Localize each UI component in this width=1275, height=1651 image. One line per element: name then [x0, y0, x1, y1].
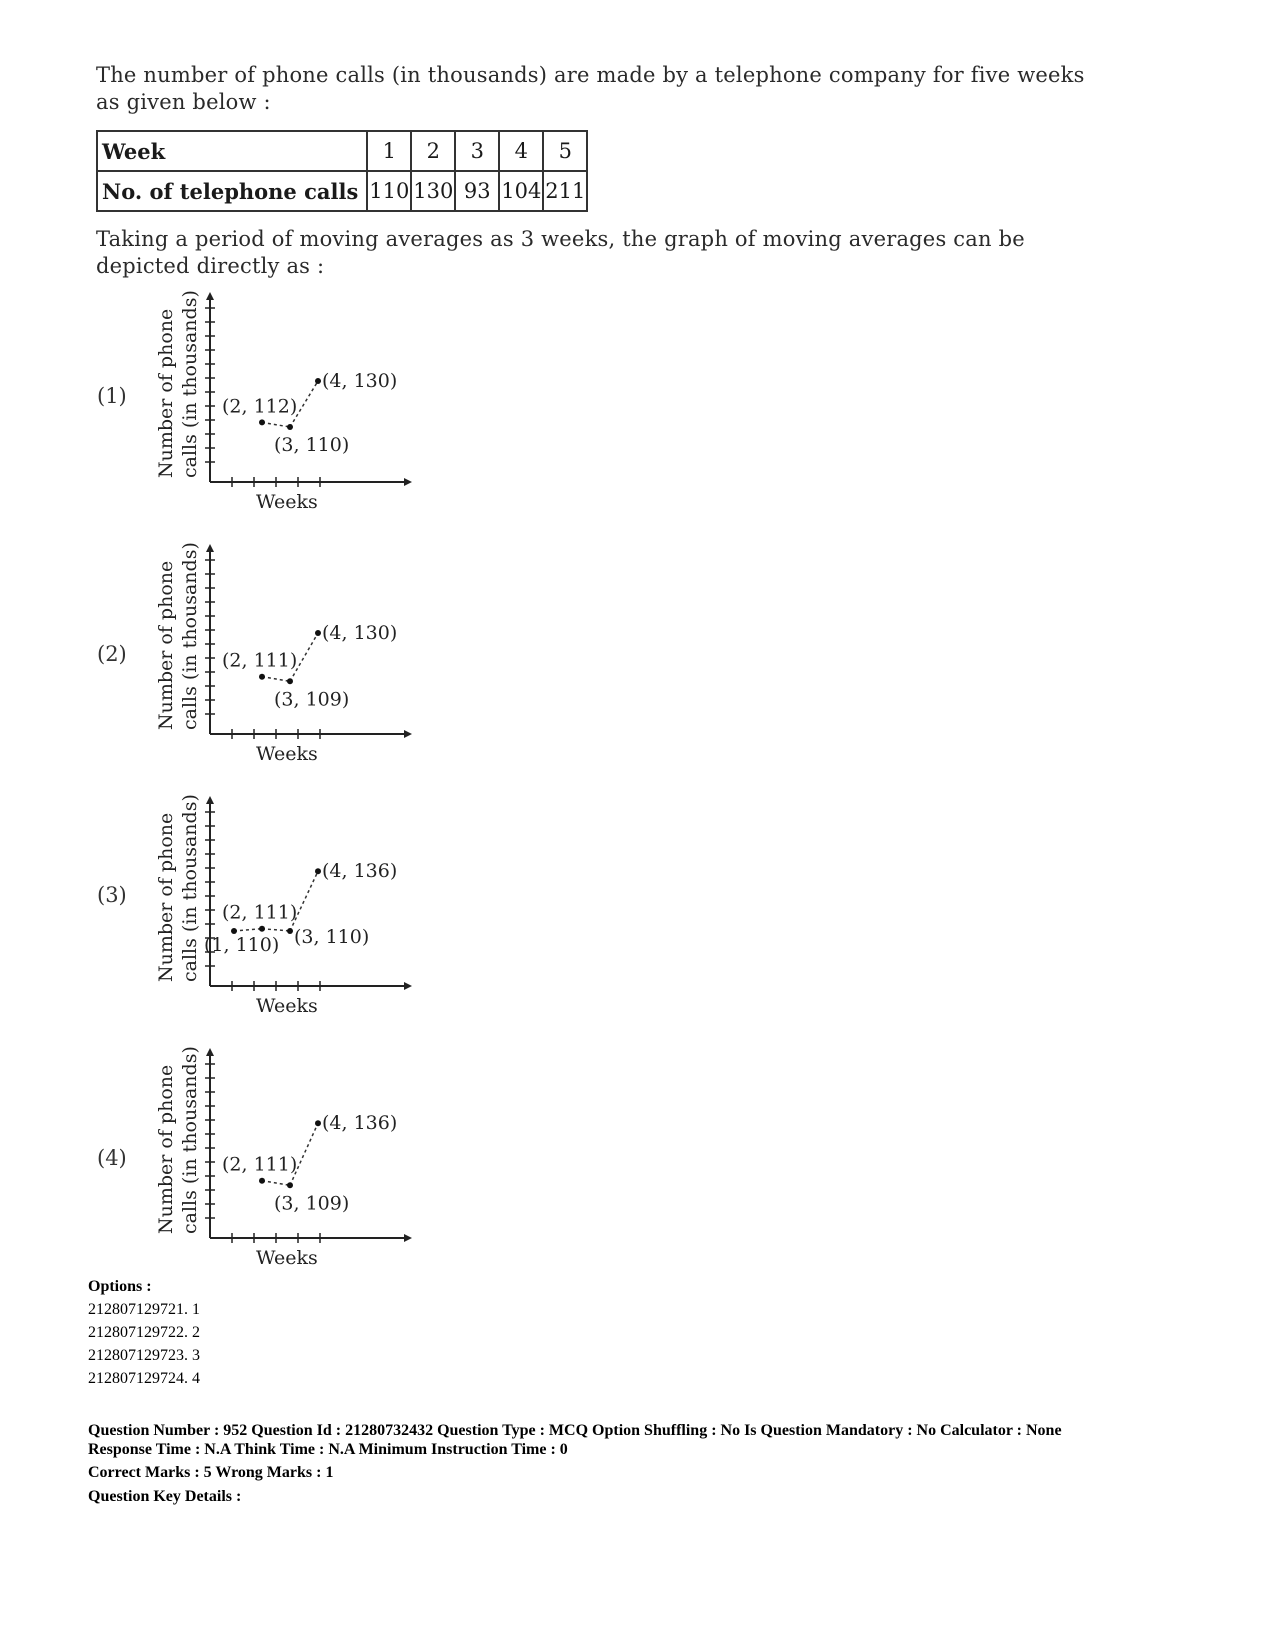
data-series — [222, 370, 397, 456]
data-point — [287, 928, 293, 934]
series-segment — [262, 929, 290, 931]
question-marks: Correct Marks : 5 Wrong Marks : 1 — [88, 1464, 334, 1481]
week-cell: 5 — [543, 131, 587, 171]
series-segment — [234, 929, 262, 931]
graph-svg — [150, 534, 450, 784]
week-cell: 1 — [367, 131, 411, 171]
option-label-2: (2) — [97, 642, 127, 666]
graph-svg — [150, 282, 450, 532]
x-axis-label: Weeks — [256, 743, 318, 765]
option-item-4[interactable]: 212807129724. 4 — [88, 1370, 200, 1387]
y-axis-arrow — [206, 292, 214, 300]
point-label: (4, 130) — [322, 622, 398, 644]
point-label: (2, 112) — [222, 395, 298, 418]
data-point — [259, 1178, 265, 1184]
calls-header: No. of telephone calls — [97, 171, 367, 211]
table-row — [97, 131, 587, 171]
x-axis-arrow — [404, 730, 412, 738]
week-cell: 4 — [499, 131, 543, 171]
point-label: (3, 109) — [274, 688, 350, 711]
question-intro: The number of phone calls (in thousands) are made by a telephone company for five weeks as given below : — [96, 63, 1085, 114]
option-item-3[interactable]: 212807129723. 3 — [88, 1347, 200, 1364]
calls-cell: 211 — [543, 171, 587, 211]
week-header: Week — [97, 131, 367, 171]
data-point — [315, 630, 321, 636]
calls-cell: 93 — [455, 171, 499, 211]
question-prompt: Taking a period of moving averages as 3 weeks, the graph of moving averages can be depicted directly as : — [96, 227, 1025, 278]
series-segment — [262, 1181, 290, 1186]
y-axis-arrow — [206, 544, 214, 552]
y-axis-label-line2: calls (in thousands) — [179, 794, 201, 982]
x-axis-label: Weeks — [256, 1247, 318, 1269]
y-axis-label-line1: Number of phone — [155, 308, 177, 478]
y-axis-label-line1: Number of phone — [155, 1064, 177, 1234]
point-label: (4, 136) — [322, 860, 398, 883]
option-label-4: (4) — [97, 1146, 127, 1170]
y-axis-arrow — [206, 1048, 214, 1056]
calls-cell: 110 — [367, 171, 411, 211]
question-meta-line1: Question Number : 952 Question Id : 21280732432 Question Type : MCQ Option Shuffling : No Is Question Mandatory : No Calculator : None — [88, 1422, 1062, 1439]
y-axis-label-line1: Number of phone — [155, 812, 177, 982]
option-graph-3 — [150, 786, 450, 1036]
graph-svg — [150, 1038, 450, 1288]
y-axis-label-line1: Number of phone — [155, 560, 177, 730]
x-axis-arrow — [404, 1234, 412, 1242]
data-point — [259, 674, 265, 680]
point-label: (4, 136) — [322, 1112, 398, 1135]
point-label: (2, 111) — [222, 1153, 298, 1176]
y-axis-label-line2: calls (in thousands) — [179, 290, 201, 478]
data-point — [259, 419, 265, 425]
x-axis-label: Weeks — [256, 995, 318, 1017]
point-label: (4, 130) — [322, 370, 398, 392]
option-label-1: (1) — [97, 384, 127, 408]
point-label: (1, 110) — [204, 934, 280, 956]
point-label: (2, 111) — [222, 901, 298, 924]
week-cell: 2 — [411, 131, 455, 171]
x-axis-arrow — [404, 478, 412, 486]
option-item-2[interactable]: 212807129722. 2 — [88, 1324, 200, 1341]
phone-calls-table — [96, 130, 588, 212]
option-graph-2 — [150, 534, 450, 784]
y-axis-label-line2: calls (in thousands) — [179, 1046, 201, 1234]
point-label: (3, 110) — [294, 926, 370, 948]
y-axis-arrow — [206, 796, 214, 804]
x-axis-label: Weeks — [256, 491, 318, 513]
point-label: (3, 109) — [274, 1192, 350, 1215]
y-axis-label-line2: calls (in thousands) — [179, 542, 201, 730]
calls-cell: 130 — [411, 171, 455, 211]
data-series — [222, 622, 397, 710]
data-series — [204, 860, 397, 956]
data-point — [315, 378, 321, 384]
graph-svg — [150, 786, 450, 1036]
data-point — [315, 868, 321, 874]
option-item-1[interactable]: 212807129721. 1 — [88, 1301, 200, 1318]
option-graph-1 — [150, 282, 450, 532]
options-heading: Options : — [88, 1278, 152, 1295]
point-label: (3, 110) — [274, 434, 350, 456]
data-point — [287, 1182, 293, 1188]
series-segment — [262, 422, 290, 427]
calls-cell: 104 — [499, 171, 543, 211]
data-point — [287, 424, 293, 430]
option-graph-4 — [150, 1038, 450, 1288]
data-series — [222, 1112, 397, 1214]
data-point — [259, 926, 265, 932]
table-row — [97, 171, 587, 211]
question-key-details: Question Key Details : — [88, 1488, 242, 1505]
week-cell: 3 — [455, 131, 499, 171]
option-label-3: (3) — [97, 883, 127, 907]
data-point — [287, 678, 293, 684]
point-label: (2, 111) — [222, 649, 298, 672]
x-axis-arrow — [404, 982, 412, 990]
series-segment — [262, 677, 290, 682]
data-point — [315, 1120, 321, 1126]
question-meta-line2: Response Time : N.A Think Time : N.A Minimum Instruction Time : 0 — [88, 1441, 568, 1458]
